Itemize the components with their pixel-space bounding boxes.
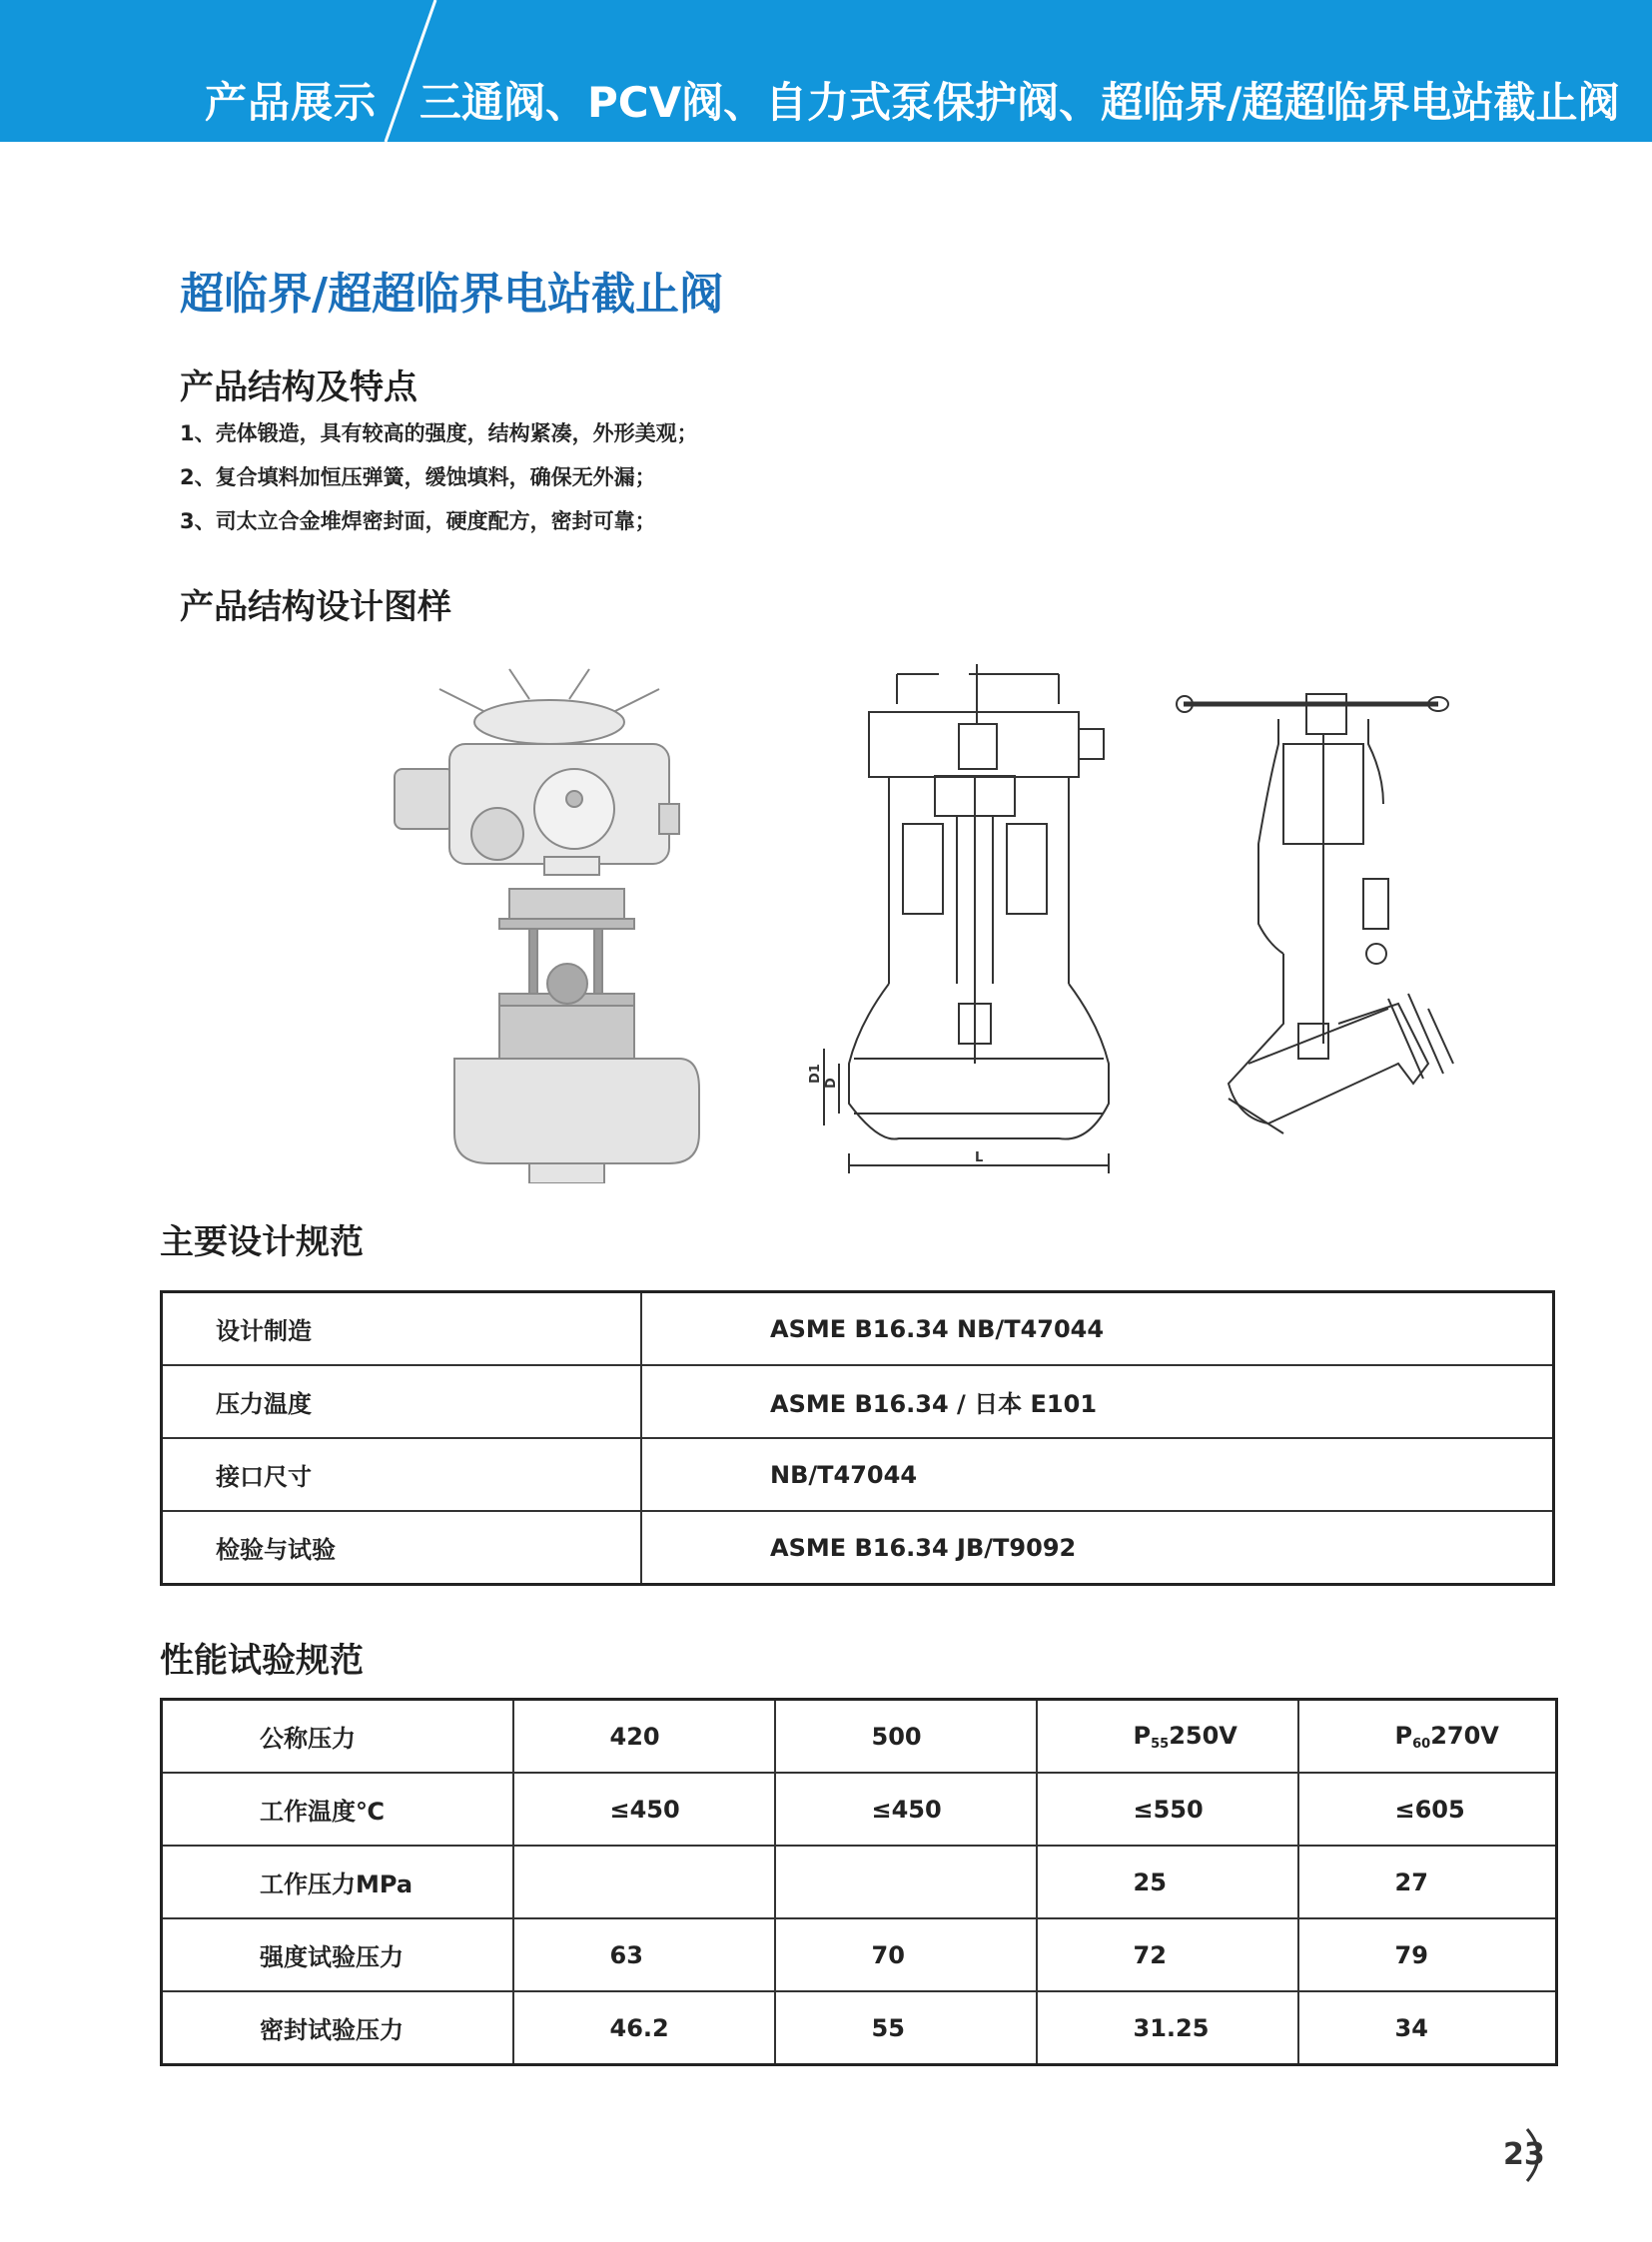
pressure-class-p55 <box>1037 1700 1298 1774</box>
front-section-drawing <box>824 664 1109 1173</box>
cell-value: 31.25 <box>1037 1991 1298 2065</box>
table-row <box>162 1438 1554 1511</box>
feature-item-2: 2、复合填料加恒压弹簧，缓蚀填料，确保无外漏； <box>180 465 656 489</box>
p55-subscript: 55 <box>1151 1736 1170 1752</box>
dim-label-l: L <box>975 1150 984 1165</box>
feature-item-1: 1、壳体锻造，具有较高的强度，结构紧凑，外形美观； <box>180 421 698 445</box>
p55-symbol: P <box>1133 1721 1152 1750</box>
table-row <box>162 1511 1554 1585</box>
table-row <box>162 1991 1557 2065</box>
p60-value: 270V <box>1430 1721 1499 1750</box>
cell-value: 46.2 <box>513 1991 775 2065</box>
feature-item-3: 3、司太立合金堆焊密封面，硬度配方，密封可靠； <box>180 509 656 533</box>
cell-value: ≤450 <box>513 1773 775 1846</box>
features-heading: 产品结构及特点 <box>180 368 417 407</box>
cell-value: 70 <box>775 1918 1037 1991</box>
table-row <box>162 1773 1557 1846</box>
design-spec-key: 检验与试验 <box>162 1511 642 1585</box>
design-spec-key: 接口尺寸 <box>162 1438 642 1511</box>
design-spec-value: ASME B16.34 / 日本 E101 <box>641 1365 1554 1438</box>
valve-figures <box>380 664 1518 1183</box>
table-row <box>162 1365 1554 1438</box>
pressure-class-label: 公称压力 <box>162 1700 513 1774</box>
cell-value: ≤450 <box>775 1773 1037 1846</box>
cell-value: 34 <box>1298 1991 1557 2065</box>
header-products-label: 三通阀、PCV阀、自力式泵保护阀、超临界/超超临界电站截止阀 <box>419 78 1620 127</box>
cell-value <box>775 1846 1037 1918</box>
design-spec-table <box>160 1290 1555 1586</box>
cell-value: 72 <box>1037 1918 1298 1991</box>
header-banner <box>0 0 1652 142</box>
page-number-bracket-icon <box>1523 2125 1553 2185</box>
cell-value: ≤605 <box>1298 1773 1557 1846</box>
table-row <box>162 1292 1554 1366</box>
p60-symbol: P <box>1394 1721 1413 1750</box>
side-section-drawing <box>1177 694 1453 1133</box>
performance-spec-heading: 性能试验规范 <box>160 1641 364 1681</box>
cell-value: ≤550 <box>1037 1773 1298 1846</box>
row-label: 强度试验压力 <box>162 1918 513 1991</box>
dim-label-d1: D1 <box>808 1064 823 1084</box>
design-spec-value: ASME B16.34 JB/T9092 <box>641 1511 1554 1585</box>
row-label: 工作压力MPa <box>162 1846 513 1918</box>
table-row <box>162 1918 1557 1991</box>
row-label: 密封试验压力 <box>162 1991 513 2065</box>
p60-subscript: 60 <box>1412 1736 1431 1752</box>
design-spec-key: 压力温度 <box>162 1365 642 1438</box>
page-number: 23 <box>1503 2137 1545 2172</box>
design-spec-key: 设计制造 <box>162 1292 642 1366</box>
cell-value: 79 <box>1298 1918 1557 1991</box>
pressure-class-500: 500 <box>775 1700 1037 1774</box>
cell-value: 63 <box>513 1918 775 1991</box>
design-spec-heading: 主要设计规范 <box>160 1222 364 1262</box>
pressure-class-420: 420 <box>513 1700 775 1774</box>
cell-value <box>513 1846 775 1918</box>
design-spec-value: ASME B16.34 NB/T47044 <box>641 1292 1554 1366</box>
table-header-row <box>162 1700 1557 1774</box>
cell-value: 25 <box>1037 1846 1298 1918</box>
table-row <box>162 1846 1557 1918</box>
row-label: 工作温度℃ <box>162 1773 513 1846</box>
design-spec-value: NB/T47044 <box>641 1438 1554 1511</box>
header-section-label: 产品展示 <box>205 78 378 127</box>
pressure-class-p60 <box>1298 1700 1557 1774</box>
electric-actuated-valve-figure <box>395 669 699 1183</box>
drawings-heading: 产品结构设计图样 <box>180 587 451 627</box>
dim-label-d: D <box>824 1078 839 1089</box>
performance-spec-table <box>160 1698 1558 2066</box>
cell-value: 55 <box>775 1991 1037 2065</box>
p55-value: 250V <box>1169 1721 1238 1750</box>
cell-value: 27 <box>1298 1846 1557 1918</box>
page-title: 超临界/超超临界电站截止阀 <box>180 269 724 320</box>
